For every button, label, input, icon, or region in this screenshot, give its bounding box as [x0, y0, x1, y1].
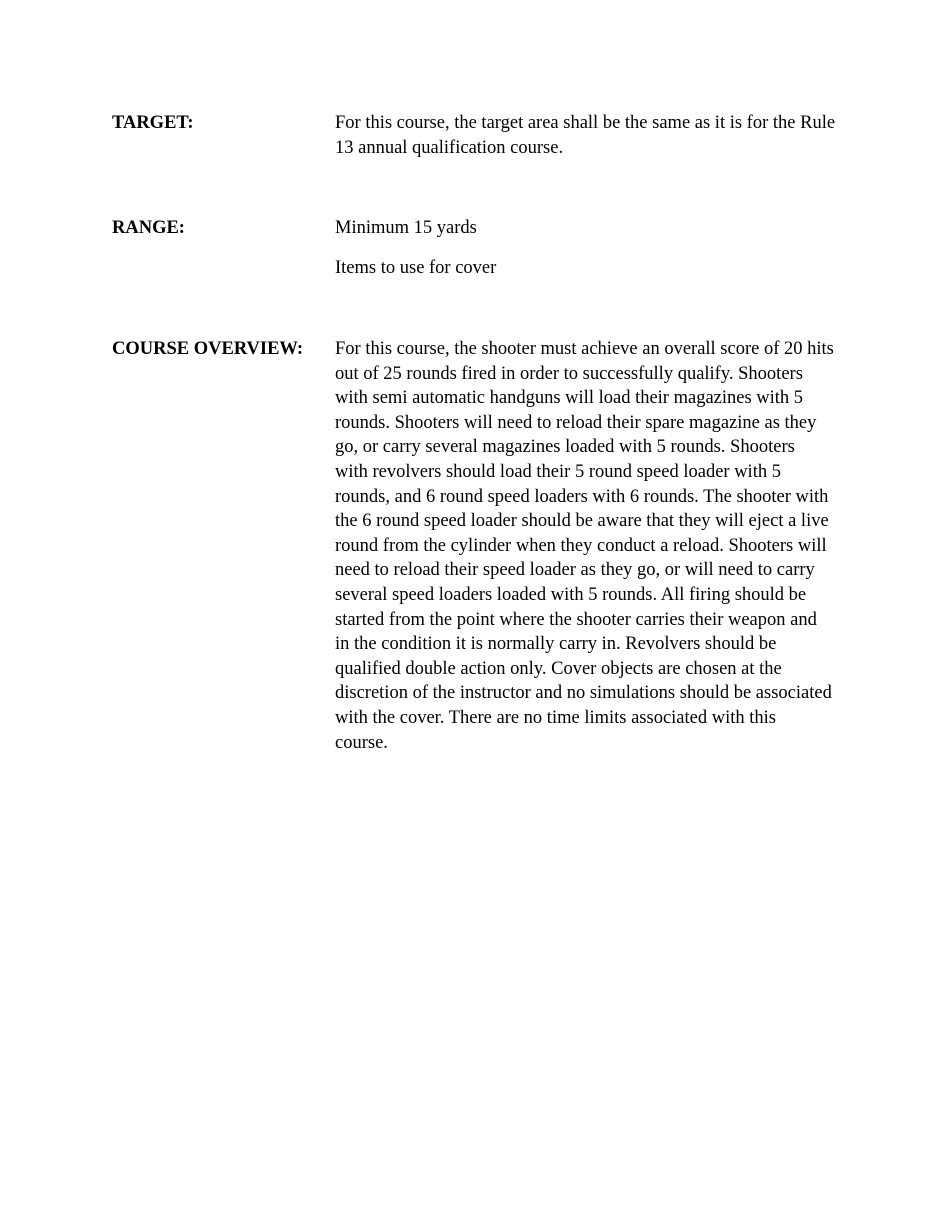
- course-overview-description: For this course, the shooter must achieve an overall score of 20 hits out of 25 rounds fired in order to successfully qualify. Shooters with semi automatic handguns will load their magazines with 5 rounds. Shooters will need to reload their spare magazine as they go, or carry several magazines loaded with 5 rounds. Shooters with revolvers should load their 5 round speed loader with 5 rounds, and 6 round speed loaders with 6 rounds. The shooter with the 6 round speed loader should be aware that they will eject a live round from the cylinder when they conduct a reload. Shooters will need to reload their speed loader as they go, or will need to carry several speed loaders loaded with 5 rounds. All firing should be started from the point where the shooter carries their weapon and in the condition it is normally carry in. Revolvers should be qualified double action only. Cover objects are chosen at the discretion of the instructor and no simulations should be associated with the cover. There are no time limits associated with this course.: [335, 339, 834, 753]
- target-description: For this course, the target area shall be the same as it is for the Rule 13 annual qualification course.: [335, 113, 836, 158]
- range-label: RANGE:: [112, 218, 185, 238]
- range-minimum-distance: Minimum 15 yards: [335, 218, 477, 238]
- target-label: TARGET:: [112, 113, 194, 133]
- range-cover-items: Items to use for cover: [335, 258, 497, 278]
- course-overview-label: COURSE OVERVIEW:: [112, 339, 304, 359]
